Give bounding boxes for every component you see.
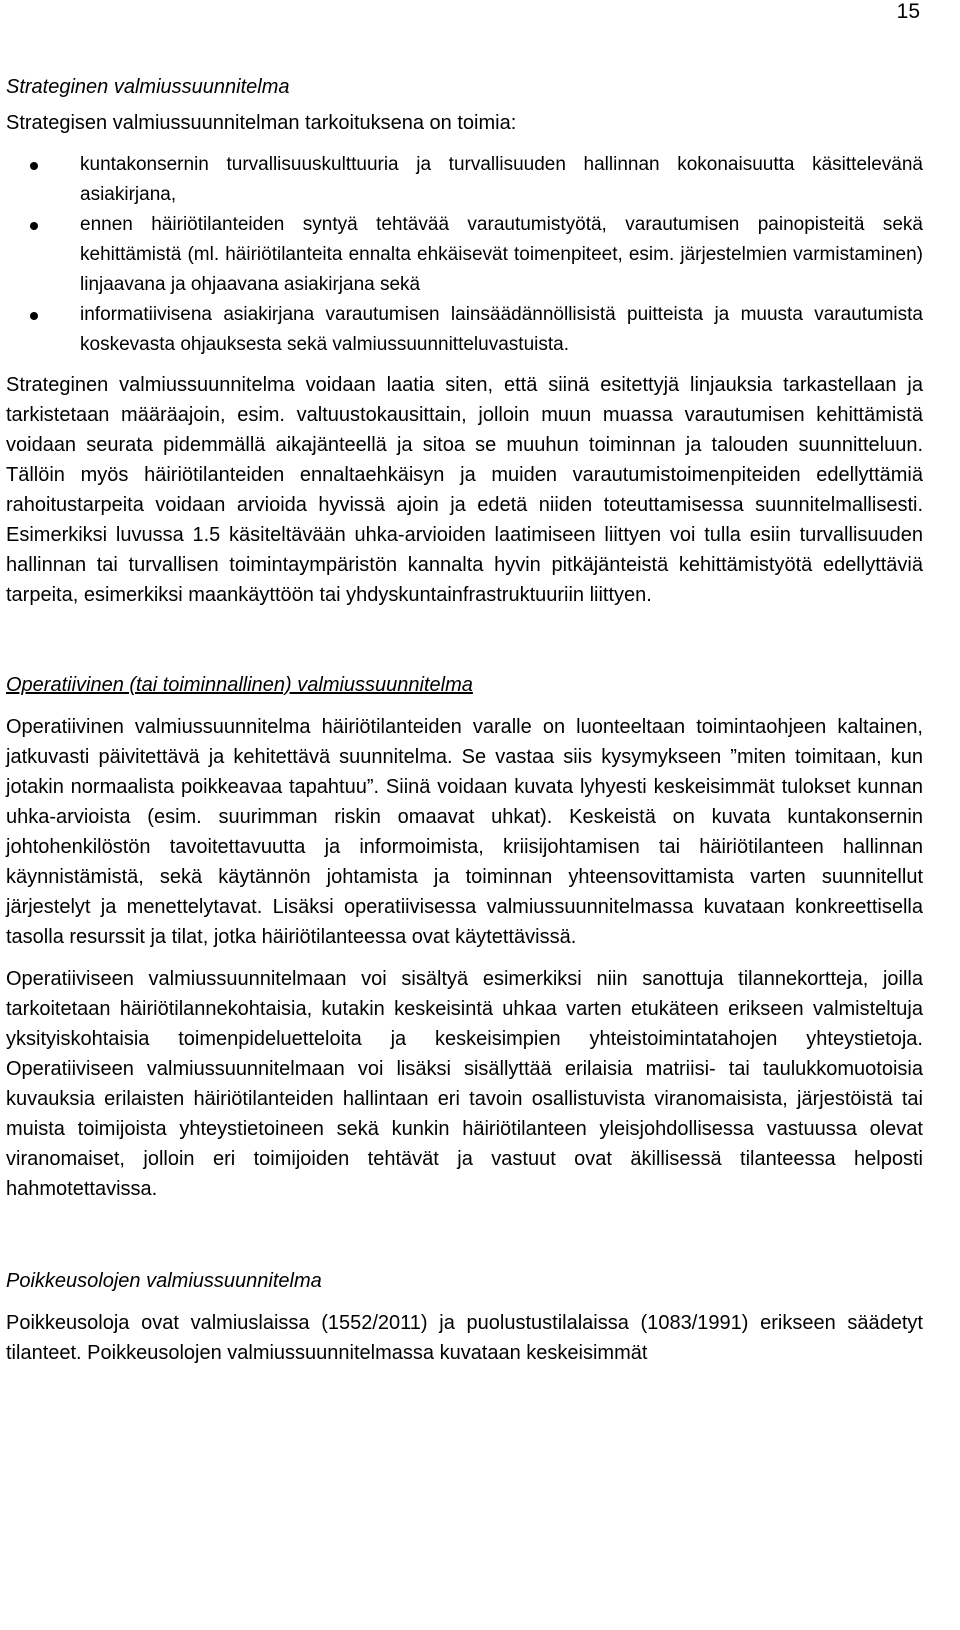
body-paragraph: Operatiivinen valmiussuunnitelma häiriötilanteiden varalle on luonteeltaan toimintaohjeen kaltainen, jatkuvasti päivitettävä ja kehitettävä suunnitelma. Se vastaa siis kysymykseen ”miten toimitaan, kun jotakin normaalista poikkeavaa tapahtuu”. Siinä voidaan kuvata lyhyesti keskeisimmät tulokset kunnan uhka-arvioista (esim. suurimman riskin omaavat uhkat). Keskeistä on kuvata kuntakonsernin johtohenkilöstön tavoitettavuutta ja informoimista, kriisijohtamisen tai häiriötilanteen hallinnan käynnistämistä, sekä käytännön johtamista ja toiminnan yhteensovittamista varten suunnitellut järjestelyt ja menettelytavat. Lisäksi operatiivisessa valmiussuunnitelmassa kuvataan konkreettisella tasolla resurssit ja tilat, jotka häiriötilanteessa ovat käytettävissä.	[6, 716, 923, 948]
list-item	[6, 150, 923, 210]
bullet-icon	[30, 312, 38, 320]
section-heading-operative: Operatiivinen (tai toiminnallinen) valmiussuunnitelma	[6, 674, 473, 696]
bullet-icon	[30, 222, 38, 230]
section-heading-strategic: Strateginen valmiussuunnitelma	[6, 76, 290, 98]
list-item	[6, 210, 923, 300]
section-intro: Strategisen valmiussuunnitelman tarkoituksena on toimia:	[6, 112, 517, 134]
list-item-text: ennen häiriötilanteiden syntyä tehtävää varautumistyötä, varautumisen painopisteitä sekä kehittämistä (ml. häiriötilanteita ennalta ehkäisevät toimenpiteet, esim. järjestelmien varmistaminen) linjaavana ja ohjaavana asiakirjana sekä	[80, 214, 923, 295]
page-number: 15	[896, 0, 920, 23]
list-item-text: informatiivisena asiakirjana varautumisen lainsäädännöllisistä puitteista ja muusta varautumista koskevasta ohjauksesta sekä valmiussuunnitteluvastuista.	[80, 304, 923, 355]
list-item	[6, 300, 923, 360]
body-paragraph: Operatiiviseen valmiussuunnitelmaan voi sisältyä esimerkiksi niin sanottuja tilannekortteja, joilla tarkoitetaan häiriötilannekohtaisia, kutakin keskeisintä uhkaa varten etukäteen erikseen valmisteltuja yksityiskohtaisia toimenpideluetteloita ja keskeisimpien yhteistoimintatahojen yhteystietoja. Operatiiviseen valmiussuunnitelmaan voi lisäksi sisällyttää erilaisia matriisi- tai taulukkomuotoisia kuvauksia erilaisten häiriötilanteiden hallintaan eri tavoin osallistuvista viranomaisista, järjestöistä tai muista toimijoista yhteystietoineen sekä kunkin häiriötilanteen yleisjohdollisessa vastuussa olevat viranomaiset, jolloin eri toimijoiden tehtävät ja vastuut ovat äkillisessä tilanteessa helposti hahmotettavissa.	[6, 968, 923, 1200]
bullet-icon	[30, 162, 38, 170]
body-paragraph: Poikkeusoloja ovat valmiuslaissa (1552/2011) ja puolustustilalaissa (1083/1991) erikseen säädetyt tilanteet. Poikkeusolojen valmiussuunnitelmassa kuvataan keskeisimmät	[6, 1312, 923, 1364]
purpose-bullet-list	[6, 150, 923, 360]
section-heading-exceptional: Poikkeusolojen valmiussuunnitelma	[6, 1270, 322, 1292]
list-item-text: kuntakonsernin turvallisuuskulttuuria ja turvallisuuden hallinnan kokonaisuutta käsittelevänä asiakirjana,	[80, 154, 923, 205]
document-body	[6, 72, 923, 1368]
body-paragraph: Strateginen valmiussuunnitelma voidaan laatia siten, että siinä esitettyjä linjauksia tarkastellaan ja tarkistetaan määräajoin, esim. valtuustokausittain, jolloin muun muassa varautumisen kehittämistä voidaan seurata pidemmällä aikajänteellä ja sitoa se muuhun toiminnan ja talouden suunnitteluun. Tällöin myös häiriötilanteiden ennaltaehkäisyn ja muiden varautumistoimenpiteiden edellyttämiä rahoitustarpeita voidaan arvioida hyvissä ajoin ja edetä niiden toteuttamisessa suunnitelmallisesti. Esimerkiksi luvussa 1.5 käsiteltävään uhka-arvioiden laatimiseen liittyen voi tulla esiin turvallisuuden hallinnan tai turvallisen toimintaympäristön kannalta hyvin pitkäjänteistä kehittämistyötä edellyttäviä tarpeita, esimerkiksi maankäyttöön tai yhdyskuntainfrastruktuuriin liittyen.	[6, 374, 923, 606]
